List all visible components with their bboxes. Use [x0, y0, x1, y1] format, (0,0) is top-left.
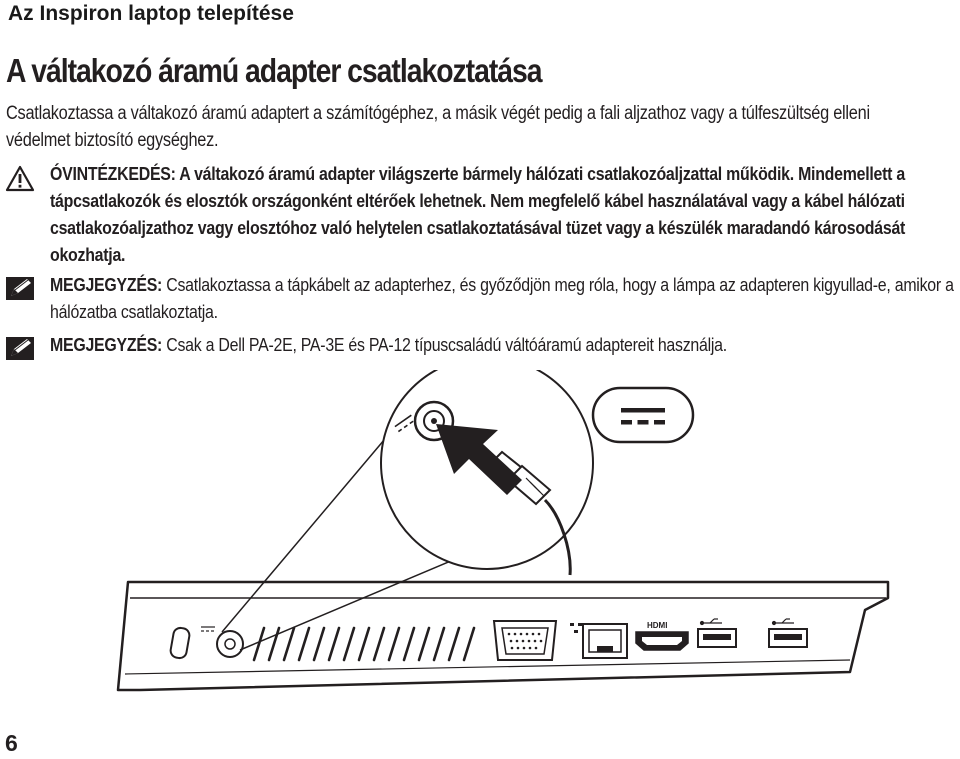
hdmi-port [636, 632, 688, 650]
dc-symbol-box [593, 388, 693, 442]
ethernet-port [583, 624, 627, 658]
caution-text: A váltakozó áramú adapter világszerte bármely hálózati csatlakozóaljzattal működik. Mindemellett a tápcsatlakozók és elosztók országonként eltérőek lehetnek. Nem megfelelő kábel használatával vagy a kábel hálózati csatlakozóaljzathoz vagy elosztóhoz való helytelen csatlakoztatásával tüzet vagy a készülék maradandó károsodását okozhatja. [50, 163, 906, 265]
note-1-text: Csatlakoztassa a tápkábelt az adapterhez, és győződjön meg róla, hogy a lámpa az adapteren kigyullad-e, amikor a hálózatba csatlakoztatja. [50, 274, 954, 322]
warning-triangle-icon [5, 165, 35, 192]
note-2-label: MEGJEGYZÉS: [50, 334, 163, 355]
hdmi-label: HDMI [647, 621, 668, 630]
note-1 [50, 271, 957, 325]
caution-label: ÓVINTÉZKEDÉS: [50, 163, 176, 184]
note-2 [50, 331, 957, 358]
adapter-connection-illustration [0, 370, 960, 700]
usb-port-1 [698, 629, 736, 647]
vga-port [494, 621, 556, 660]
note-2-text: Csak a Dell PA-2E, PA-3E és PA-12 típuscsaládú váltóáramú adaptereit használja. [162, 334, 727, 355]
pencil-note-icon [5, 276, 35, 301]
caution-notice [50, 160, 957, 268]
note-1-label: MEGJEGYZÉS: [50, 274, 163, 295]
pencil-note-icon [5, 336, 35, 361]
page-number: 6 [5, 730, 18, 756]
usb-port-2 [769, 629, 807, 647]
chapter-title: Az Inspiron laptop telepítése [8, 2, 294, 25]
section-body: Csatlakoztassa a váltakozó áramú adaptert a számítógéphez, a másik végét pedig a fali aljzathoz vagy a túlfeszültség elleni védelmet biztosító egységhez. [6, 103, 870, 151]
section-title: A váltakozó áramú adapter csatlakoztatása [6, 52, 542, 89]
